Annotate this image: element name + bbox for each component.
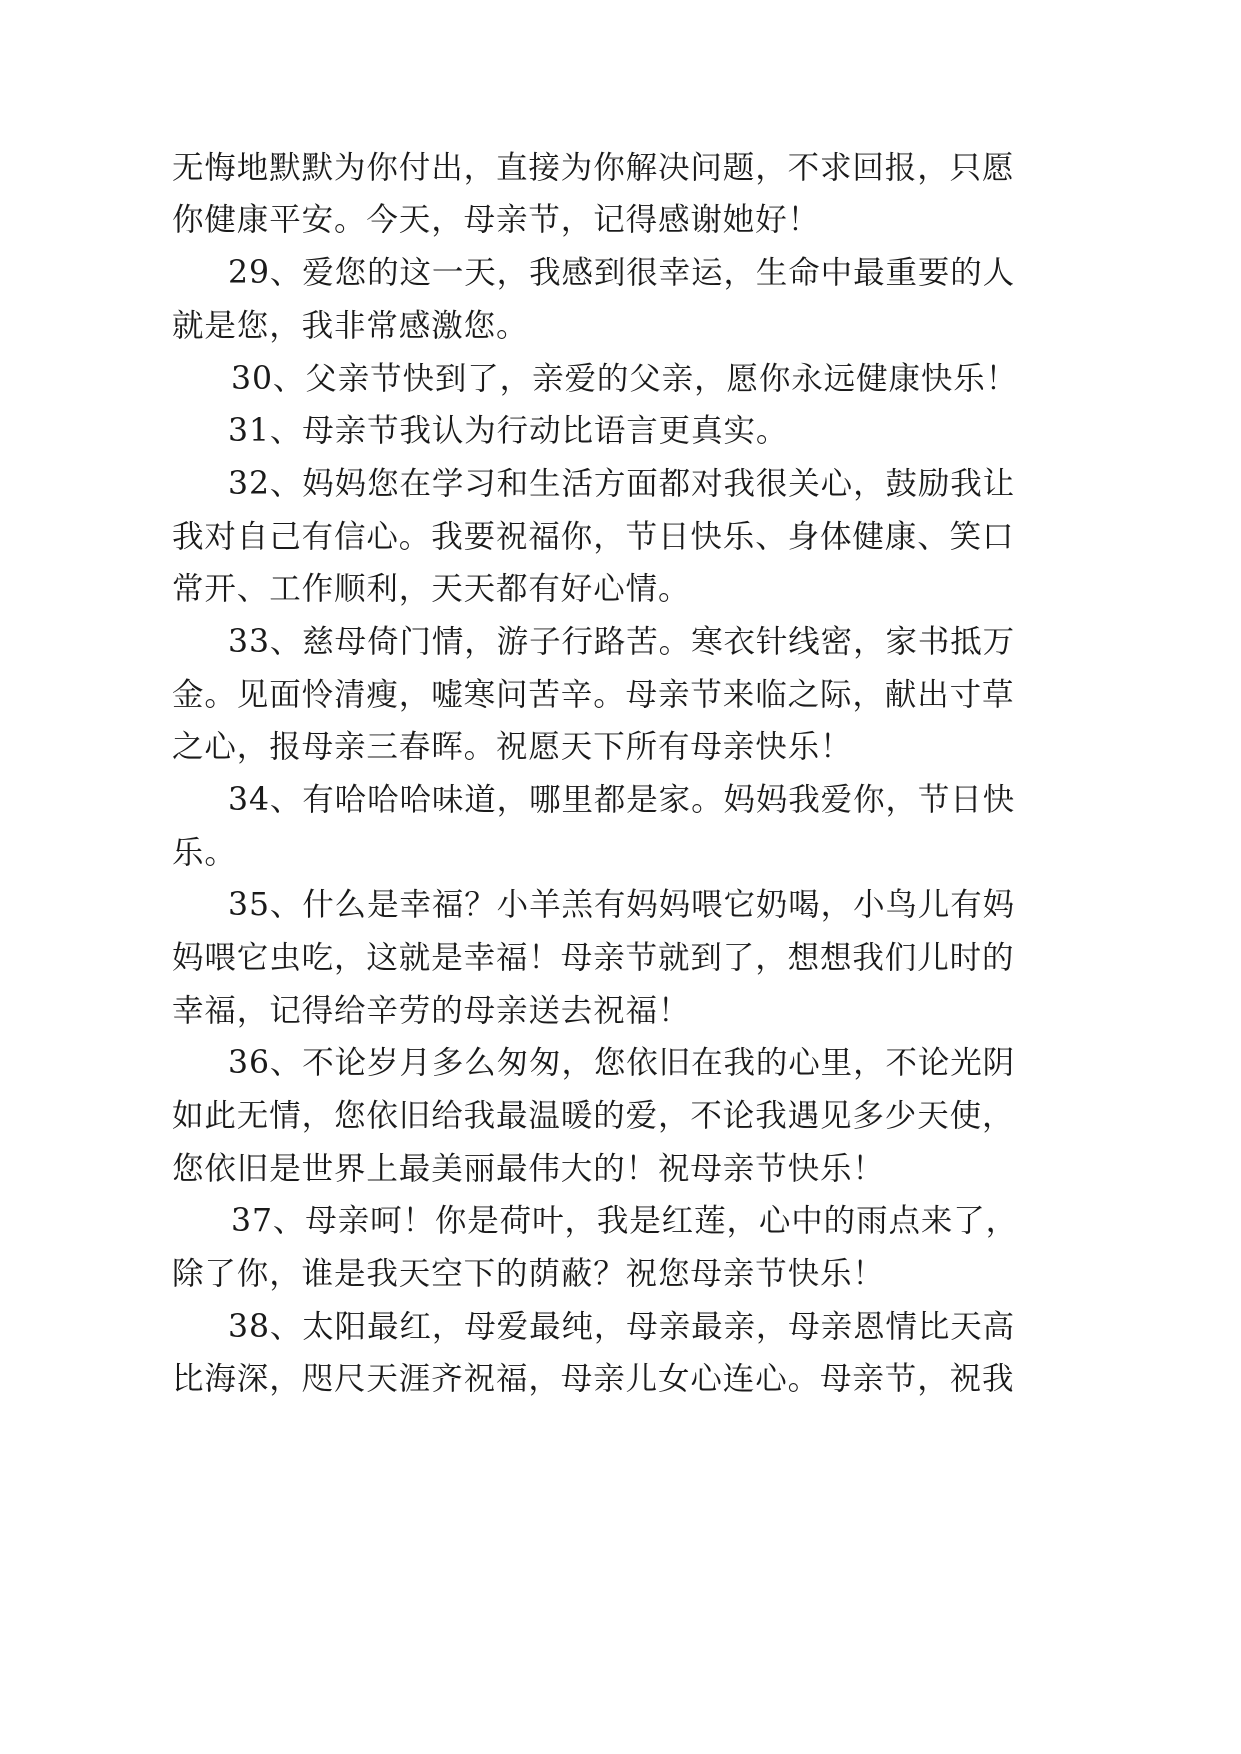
text-line: 您依旧是世界上最美丽最伟大的！祝母亲节快乐！: [172, 1151, 885, 1187]
text-line: 如此无情，您依旧给我最温暖的爱，不论我遇见多少天使，: [172, 1098, 1015, 1134]
text-line: 31、母亲节我认为行动比语言更真实。: [228, 413, 789, 449]
text-line: 比海深，咫尺天涯齐祝福，母亲儿女心连心。母亲节，祝我: [172, 1361, 1015, 1397]
text-line: 除了你，谁是我天空下的荫蔽？祝您母亲节快乐！: [172, 1256, 885, 1292]
text-line: 幸福，记得给辛劳的母亲送去祝福！: [172, 993, 691, 1029]
text-line: 36、不论岁月多么匆匆，您依旧在我的心里，不论光阴: [228, 1045, 1016, 1081]
text-line: 金。见面怜清瘦，嘘寒问苦辛。母亲节来临之际，献出寸草: [172, 677, 1015, 713]
text-line: 常开、工作顺利，天天都有好心情。: [172, 571, 691, 607]
text-line: 35、什么是幸福？小羊羔有妈妈喂它奶喝，小鸟儿有妈: [228, 887, 1016, 923]
text-line: 34、有哈哈哈味道，哪里都是家。妈妈我爱你，节日快: [228, 782, 1016, 818]
text-line: 之心，报母亲三春晖。祝愿天下所有母亲快乐！: [172, 729, 853, 765]
text-line: 乐。: [172, 835, 237, 871]
text-line: 30、父亲节快到了，亲爱的父亲，愿你永远健康快乐！: [231, 361, 1019, 397]
text-line: 无悔地默默为你付出，直接为你解决问题，不求回报，只愿: [172, 150, 1015, 186]
text-line: 妈喂它虫吃，这就是幸福！母亲节就到了，想想我们儿时的: [172, 940, 1015, 976]
text-line: 你健康平安。今天，母亲节，记得感谢她好！: [172, 202, 821, 238]
text-line: 38、太阳最红，母爱最纯，母亲最亲，母亲恩情比天高: [228, 1309, 1016, 1345]
text-line: 37、母亲呵！你是荷叶，我是红莲，心中的雨点来了，: [231, 1203, 1019, 1239]
text-line: 我对自己有信心。我要祝福你，节日快乐、身体健康、笑口: [172, 519, 1015, 555]
text-line: 就是您，我非常感激您。: [172, 308, 529, 344]
text-line: 33、慈母倚门情，游子行路苦。寒衣针线密，家书抵万: [228, 624, 1016, 660]
text-line: 29、爱您的这一天，我感到很幸运，生命中最重要的人: [228, 255, 1016, 291]
text-line: 32、妈妈您在学习和生活方面都对我很关心，鼓励我让: [228, 466, 1016, 502]
